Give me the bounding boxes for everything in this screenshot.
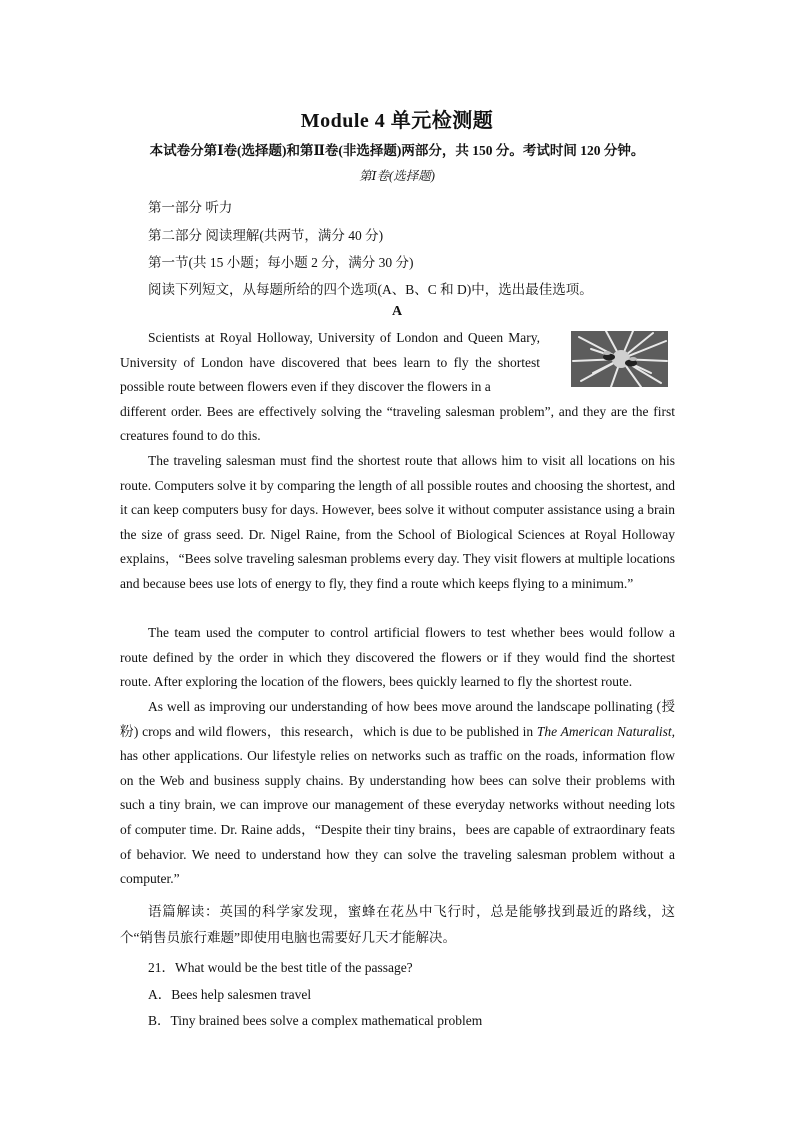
- paragraph-1-lead: Scientists at Royal Holloway, University of London and Queen Mary, University of London have discovered that bees learn to fly the shortest possible route between flowers even if they discover the flowers in a: [120, 330, 540, 395]
- paragraph-1: [120, 326, 675, 449]
- paragraph-4-part-b: has other applications. Our lifestyle relies on networks such as traffic on the roads, information flow on the Web and business supply chains. By understanding how bees can solve their problems with such a tiny brain, we can improve our management of these everyday networks without needing lots of computer time. Dr. Raine adds，“Despite their tiny brains，bees are capable of extraordinary feats of behavior. We need to understand how they can solve the traveling salesman problem without a computer.”: [120, 748, 675, 887]
- paragraph-3: [120, 621, 675, 695]
- passage-analysis: [120, 899, 675, 951]
- publication-name: The American Naturalist,: [536, 723, 675, 739]
- volume-heading: 第Ⅰ卷(选择题): [359, 169, 435, 183]
- paragraph-4: [120, 695, 675, 892]
- instruction-text: 阅读下列短文，从每题所给的四个选项(A、B、C 和 D)中，选出最佳选项。: [148, 282, 593, 297]
- passage-label: A: [391, 304, 403, 319]
- question-21-stem: 21．What would be the best title of the passage?: [148, 960, 413, 975]
- analysis-text: 语篇解读：英国的科学家发现，蜜蜂在花丛中飞行时，总是能够找到最近的路线，这个“销售员旅行难题”即使用电脑也需要好几天才能解决。: [120, 904, 675, 945]
- paragraph-2: [120, 449, 675, 597]
- paragraph-3-text: The team used the computer to control artificial flowers to test whether bees would follow a route defined by the order in which they discovered the flowers or if they would find the shortest route. After exploring the location of the flowers, bees quickly learned to fly the shortest route.: [120, 625, 675, 690]
- part1-heading: 第一部分 听力: [148, 200, 233, 215]
- section1-heading: 第一节(共 15 小题；每小题 2 分，满分 30 分): [148, 255, 414, 270]
- page-title: Module 4 单元检测题: [300, 110, 494, 132]
- part2-heading: 第二部分 阅读理解(共两节，满分 40 分): [148, 228, 384, 243]
- paragraph-2-text: The traveling salesman must find the shortest route that allows him to visit all locations on his route. Computers solve it by comparing the length of all possible routes and choosing the shortest, and it can keep computers busy for days. However, bees solve it without computer assistance using a brain the size of grass seed. Dr. Nigel Raine, from the School of Biological Sciences at Royal Holloway explains，“Bees solve traveling salesman problems every day. They visit flowers at multiple locations and because bees use lots of energy to fly, they find a route which keeps flying to a minimum.”: [120, 453, 675, 591]
- paragraph-4-part-a: As well as improving our understanding of how bees move around the landscape pollinating (授粉) crops and wild flowers，this research，which is due to be published in: [120, 699, 675, 739]
- option-a[interactable]: A．Bees help salesmen travel: [148, 987, 312, 1002]
- paragraph-1-tail: different order. Bees are effectively solving the “traveling salesman problem”, and they are the first creatures found to do this.: [120, 403, 675, 444]
- option-b[interactable]: B．Tiny brained bees solve a complex mathematical problem: [148, 1013, 483, 1028]
- exam-intro: 本试卷分第Ⅰ卷(选择题)和第Ⅱ卷(非选择题)两部分，共 150 分。考试时间 120 分钟。: [149, 143, 645, 158]
- paragraph-4-text: [120, 695, 675, 892]
